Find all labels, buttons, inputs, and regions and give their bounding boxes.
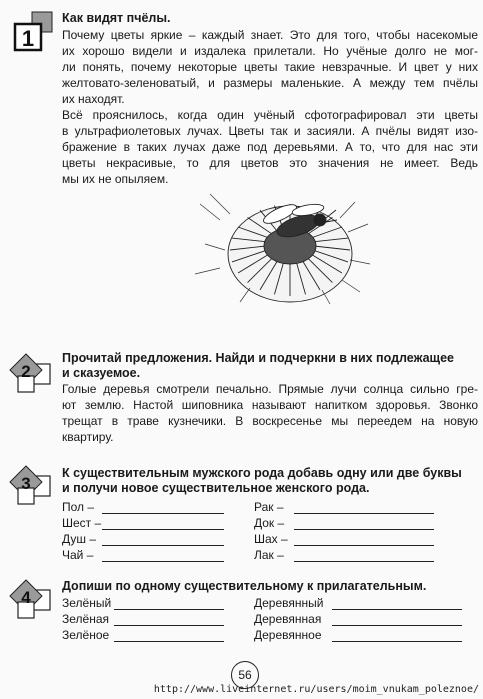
text-line: желтовато-зеленоватый, и размеры маленькие. А между тем пчёлы — [62, 76, 478, 90]
word-label: Шах – — [254, 532, 288, 546]
answer-blank[interactable] — [114, 598, 224, 610]
word-label: Чай – — [62, 548, 94, 562]
fill-row-left — [62, 500, 94, 515]
exercise-3-badge — [8, 464, 52, 508]
answer-blank[interactable] — [332, 630, 462, 642]
adjective-row-right — [254, 596, 323, 611]
page-number: 56 — [231, 661, 259, 689]
word-label: Пол – — [62, 500, 95, 514]
text-line: Голые деревья смотрели печально. Прямые лучи солнца сильно гре- — [62, 382, 478, 396]
text-line: в ультрафиолетовых лучах. Цветы так и засияли. А пчёлы видят изо- — [62, 124, 478, 138]
text-line: цветы некрасивые, то для цветов это значения не имеет. Ведь — [62, 156, 478, 170]
word-label: Рак – — [254, 500, 284, 514]
exercise-2-title: Прочитай предложения. Найди и подчеркни в них подлежащее и сказуемое. — [62, 351, 454, 380]
answer-blank[interactable] — [114, 614, 224, 626]
text-line: квартиру. — [62, 430, 114, 444]
exercise-1-text — [62, 27, 478, 187]
exercise-3-number: 3 — [21, 474, 31, 493]
exercise-2-badge — [8, 352, 52, 396]
exercise-1-badge — [12, 10, 54, 52]
exercise-4-badge — [8, 578, 52, 622]
text-line: их хорошо видели и издалека прилетали. Но учёные долго не мог- — [62, 44, 478, 58]
text-line: их находят. — [62, 92, 125, 106]
text-line: Всё прояснилось, когда один учёный сфотографировал эти цветы — [62, 108, 478, 122]
exercise-2-text — [62, 381, 478, 445]
adjective-label: Зелёная — [62, 612, 109, 626]
exercise-4-title: Допиши по одному существительному к прилагательным. — [62, 579, 427, 593]
answer-blank[interactable] — [294, 518, 434, 530]
fill-row-left — [62, 516, 101, 531]
bee-on-flower-illustration — [180, 184, 390, 314]
answer-blank[interactable] — [294, 502, 434, 514]
adjective-label: Деревянная — [254, 612, 322, 626]
answer-blank[interactable] — [114, 630, 224, 642]
exercise-1-number: 1 — [21, 26, 35, 51]
text-line: бражение в таких лучах даже под деревьями. А то, что для нас эти — [62, 140, 478, 154]
adjective-row-left — [62, 628, 109, 643]
adjective-row-right — [254, 628, 322, 643]
answer-blank[interactable] — [102, 534, 224, 546]
answer-blank[interactable] — [102, 550, 224, 562]
answer-blank[interactable] — [332, 598, 462, 610]
text-line: трещат в траве кузнечики. В воскресенье мы переедем на новую — [62, 414, 478, 428]
word-label: Лак – — [254, 548, 284, 562]
adjective-label: Зелёный — [62, 596, 112, 610]
exercise-3-title: К существительным мужского рода добавь одну или две буквы и получи новое существительное женского рода. — [62, 466, 462, 495]
text-line: ли понять, почему некоторые цветы такие невзрачные. И цвет у них — [62, 60, 478, 74]
answer-blank[interactable] — [294, 534, 434, 546]
adjective-row-left — [62, 596, 111, 611]
exercise-1-title: Как видят пчёлы. — [62, 11, 171, 25]
fill-row-right — [254, 500, 284, 515]
text-line: Почему цветы яркие – каждый знает. Это для того, чтобы насекомые — [62, 28, 478, 42]
adjective-label: Зелёное — [62, 628, 110, 642]
word-label: Шест – — [62, 516, 102, 530]
fill-row-right — [254, 516, 284, 531]
answer-blank[interactable] — [294, 550, 434, 562]
fill-row-left — [62, 532, 96, 547]
word-label: Док – — [254, 516, 285, 530]
fill-row-left — [62, 548, 93, 563]
answer-blank[interactable] — [332, 614, 462, 626]
text-line: ют землю. Настой шиповника называют напитком здоровья. Звонко — [62, 398, 478, 412]
answer-blank[interactable] — [102, 502, 224, 514]
adjective-row-right — [254, 612, 321, 627]
fill-row-right — [254, 532, 288, 547]
watermark-url: http://www.liveinternet.ru/users/moim_vnukam_poleznoe/ — [153, 684, 479, 695]
answer-blank[interactable] — [102, 518, 224, 530]
adjective-row-left — [62, 612, 109, 627]
adjective-label: Деревянное — [254, 628, 322, 642]
adjective-label: Деревянный — [254, 596, 324, 610]
exercise-2-number: 2 — [21, 362, 31, 381]
fill-row-right — [254, 548, 284, 563]
word-label: Душ – — [62, 532, 97, 546]
exercise-4-number: 4 — [21, 588, 31, 607]
text-line: мы их не опыляем. — [62, 172, 169, 186]
